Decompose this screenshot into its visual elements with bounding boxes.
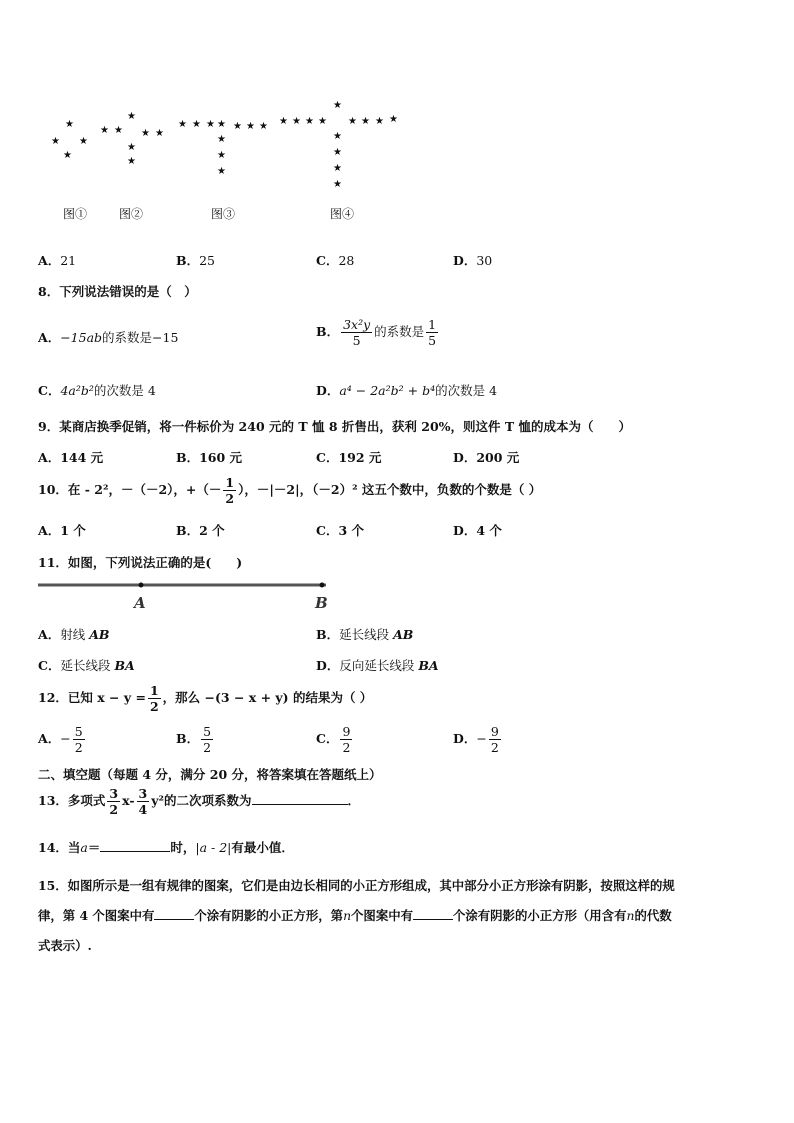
star-icon: ★ <box>114 125 123 136</box>
q12-condition-fraction: $\frac{1}{2}$ <box>149 683 159 714</box>
point-a-dot <box>139 583 144 588</box>
star-icon: ★ <box>361 116 370 127</box>
q9-option-c: C．192 元 <box>316 450 382 465</box>
star-icon: ★ <box>333 147 342 158</box>
star-icon: ★ <box>65 119 74 130</box>
star-icon: ★ <box>63 150 72 161</box>
star-icon: ★ <box>217 166 226 177</box>
q14-answer-blank[interactable] <box>100 839 170 852</box>
q8-option-b: B． $\frac{\text{3x²y}}{5}$ 的系数是 $\frac{1}{5}$ <box>316 317 437 348</box>
q11-option-b: B．延长线段 AB <box>316 627 414 642</box>
q9-stem: 9．某商店换季促销，将一件标价为 240 元的 T 恤 8 折售出，获利 20%，则这件 T 恤的成本为（ ） <box>38 419 632 434</box>
q12-option-b: B． $\frac{5}{2}$ <box>176 724 212 755</box>
point-b-label: B <box>315 594 328 612</box>
q11-option-c: C．延长线段 BA <box>38 658 135 673</box>
star-icon: ★ <box>178 119 187 130</box>
star-icon: ★ <box>141 128 150 139</box>
star-icon: ★ <box>279 116 288 127</box>
q10-option-c: C．3 个 <box>316 523 365 538</box>
q9-option-a: A．144 元 <box>38 450 104 465</box>
star-icon: ★ <box>375 116 384 127</box>
q8-b-value-fraction: $\frac{1}{5}$ <box>428 317 437 348</box>
q15-line-2: 律，第 4 个图案中有 个涂有阴影的小正方形，第n个图案中有 个涂有阴影的小正方形（用含有n的代数 <box>38 908 672 923</box>
line-segment-figure <box>36 576 332 612</box>
q7-option-d: D．30 <box>453 253 493 268</box>
q8-b-fraction: $\frac{\text{3x²y}}{5}$ <box>343 317 371 348</box>
q7-option-c: C．28 <box>316 253 355 268</box>
star-icon: ★ <box>206 119 215 130</box>
q15-answer-blank-1[interactable] <box>154 907 194 920</box>
star-icon: ★ <box>217 134 226 145</box>
q12-stem: 12．已知 x − y = $\frac{1}{2}$ ，那么 −(3 − x + y) 的结果为（ ） <box>38 683 373 714</box>
q15-line-3: 式表示）. <box>38 938 92 953</box>
q8-option-c: C．4a²b²的次数是 4 <box>38 383 156 398</box>
star-icon: ★ <box>155 128 164 139</box>
section-2-heading: 二、填空题（每题 4 分，满分 20 分，将答案填在答题纸上） <box>38 767 382 782</box>
star-icon: ★ <box>333 179 342 190</box>
q14-stem: 14．当a＝ 时，|a - 2|有最小值． <box>38 840 294 855</box>
star-icon: ★ <box>318 116 327 127</box>
star-icon: ★ <box>127 111 136 122</box>
star-icon: ★ <box>127 156 136 167</box>
star-icon: ★ <box>333 131 342 142</box>
star-icon: ★ <box>233 121 242 132</box>
star-icon: ★ <box>217 119 226 130</box>
q12-option-c: C． $\frac{9}{2}$ <box>316 724 351 755</box>
q9-option-d: D．200 元 <box>453 450 520 465</box>
q13-stem: 13．多项式 $\frac{3}{2}$ x- $\frac{3}{4}$ y²的二次项系数为 ． <box>38 786 361 817</box>
star-icon: ★ <box>292 116 301 127</box>
q11-stem: 11．如图，下列说法正确的是( ) <box>38 555 243 570</box>
q9-option-b: B．160 元 <box>176 450 243 465</box>
q7-option-a: A．21 <box>38 253 77 268</box>
q8-option-d: D．a⁴ − 2a²b² + b⁴的次数是 4 <box>316 383 498 398</box>
star-icon: ★ <box>192 119 201 130</box>
q13-answer-blank[interactable] <box>252 792 348 805</box>
star-icon: ★ <box>348 116 357 127</box>
q8-option-a: A．−15ab的系数是−15 <box>38 330 179 345</box>
star-icon: ★ <box>100 125 109 136</box>
star-icon: ★ <box>246 121 255 132</box>
q10-fraction: $\frac{1}{2}$ <box>225 475 235 506</box>
star-icon: ★ <box>389 114 398 125</box>
q12-c-fraction: $\frac{9}{2}$ <box>342 724 351 755</box>
q12-option-d: D．− $\frac{9}{2}$ <box>453 724 499 755</box>
star-icon: ★ <box>79 136 88 147</box>
point-a-label: A <box>134 594 146 612</box>
q13-fraction-2: $\frac{3}{4}$ <box>138 786 148 817</box>
q13-fraction-1: $\frac{3}{2}$ <box>109 786 119 817</box>
q10-option-a: A．1 个 <box>38 523 86 538</box>
q12-a-fraction: $\frac{5}{2}$ <box>74 724 83 755</box>
star-icon: ★ <box>127 142 136 153</box>
star-icon: ★ <box>305 116 314 127</box>
q11-option-d: D．反向延长线段 BA <box>316 658 439 673</box>
star-icon: ★ <box>333 163 342 174</box>
star-icon: ★ <box>51 136 60 147</box>
point-b-dot <box>320 583 325 588</box>
q11-option-a: A．射线 AB <box>38 627 110 642</box>
figure-label-3: 图③ <box>211 207 236 221</box>
q10-stem: 10．在 - 2²，－（－2），+（－ $\frac{1}{2}$ ），－|－2|，（－2）² 这五个数中，负数的个数是（ ） <box>38 475 542 506</box>
star-icon: ★ <box>217 150 226 161</box>
q10-option-d: D．4 个 <box>453 523 502 538</box>
q8-stem: 8．下列说法错误的是（ ） <box>38 284 197 299</box>
q12-d-fraction: $\frac{9}{2}$ <box>490 724 499 755</box>
star-icon: ★ <box>333 100 342 111</box>
q7-option-b: B．25 <box>176 253 215 268</box>
q15-answer-blank-2[interactable] <box>413 907 453 920</box>
q10-option-b: B．2 个 <box>176 523 225 538</box>
figure-label-1: 图① <box>63 207 88 221</box>
q12-option-a: A．− $\frac{5}{2}$ <box>38 724 83 755</box>
q15-line-1: 15．如图所示是一组有规律的图案，它们是由边长相同的小正方形组成，其中部分小正方形涂有阴影，按照这样的规 <box>38 878 675 893</box>
star-pattern-figure <box>0 0 794 200</box>
star-icon: ★ <box>259 121 268 132</box>
figure-label-2: 图② <box>119 207 144 221</box>
figure-label-4: 图④ <box>330 207 355 221</box>
q12-b-fraction: $\frac{5}{2}$ <box>203 724 212 755</box>
